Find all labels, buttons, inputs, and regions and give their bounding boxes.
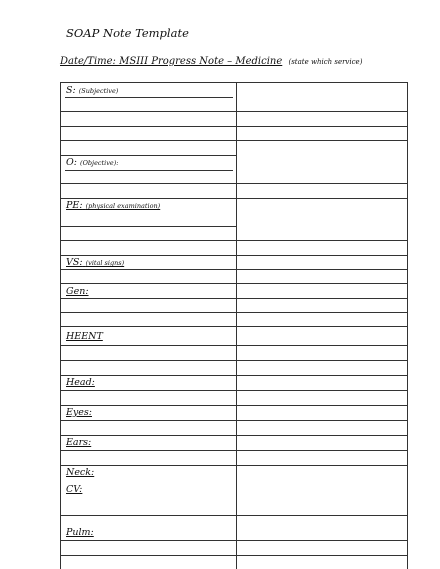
- page-title: SOAP Note Template: [66, 26, 189, 40]
- gen-label: Gen:: [66, 286, 89, 297]
- row-line: [61, 155, 236, 156]
- row-line: [61, 255, 407, 256]
- physical-exam-label: [66, 201, 160, 211]
- row-line: [61, 390, 407, 391]
- row-line: [61, 435, 407, 436]
- row-line: [61, 269, 407, 270]
- row-line: [61, 183, 407, 184]
- row-line: [61, 450, 407, 451]
- row-line: [61, 240, 407, 241]
- objective-underline: [65, 170, 233, 171]
- row-line: [61, 126, 407, 127]
- ears-label: Ears:: [66, 437, 92, 448]
- row-line: [61, 312, 407, 313]
- note-subtitle: [60, 56, 362, 67]
- row-line: [61, 375, 407, 376]
- subjective-underline: [65, 97, 233, 98]
- row-line: [61, 298, 407, 299]
- physical-exam-desc: (physical examination): [85, 202, 161, 210]
- soap-table: [60, 82, 408, 569]
- subtitle-main: Date/Time: MSIII Progress Note – Medicine: [60, 56, 283, 67]
- subjective-label: [66, 86, 118, 96]
- subjective-desc: (Subjective): [78, 87, 119, 95]
- pulm-label: Pulm:: [66, 527, 94, 538]
- row-line: [61, 283, 407, 284]
- row-line: [61, 111, 407, 112]
- objective-desc: (Objective):: [80, 159, 119, 167]
- cv-label: CV:: [66, 484, 83, 495]
- row-line: [61, 360, 407, 361]
- eyes-label: Eyes:: [66, 407, 92, 418]
- neck-label: Neck:: [66, 467, 95, 478]
- row-line: [61, 226, 236, 227]
- subjective-code: S:: [66, 85, 76, 96]
- row-line: [61, 405, 407, 406]
- vital-signs-code: VS:: [66, 257, 83, 268]
- row-line: [61, 555, 407, 556]
- heent-label: HEENT: [66, 331, 103, 342]
- vital-signs-desc: (vital signs): [85, 259, 125, 267]
- objective-code: O:: [66, 157, 77, 168]
- subtitle-note: (state which service): [288, 58, 363, 66]
- vital-signs-label: [66, 258, 124, 268]
- row-line: [61, 515, 407, 516]
- row-line: [61, 326, 407, 327]
- row-line: [61, 140, 407, 141]
- head-label: Head:: [66, 377, 95, 388]
- row-line: [61, 198, 407, 199]
- objective-label: [66, 158, 119, 168]
- row-line: [61, 540, 407, 541]
- row-line: [61, 345, 407, 346]
- row-line: [61, 420, 407, 421]
- physical-exam-code: PE:: [66, 200, 83, 211]
- row-line: [61, 465, 407, 466]
